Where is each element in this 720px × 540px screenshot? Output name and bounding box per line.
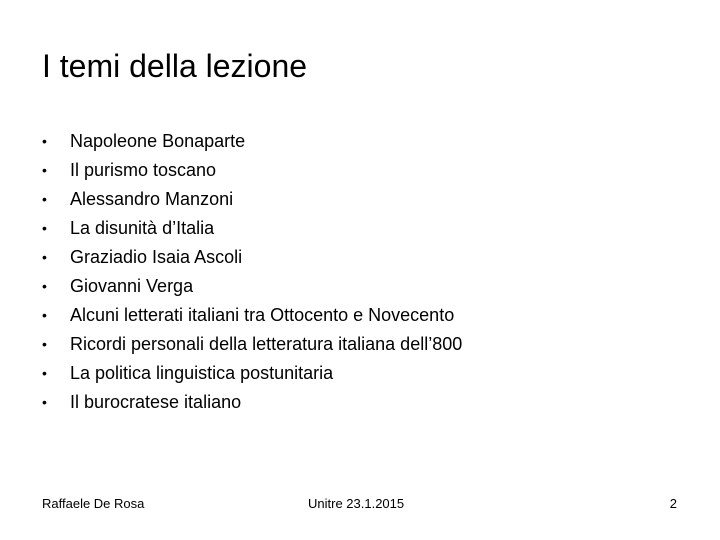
list-item — [42, 214, 462, 243]
list-item — [42, 272, 462, 301]
bullet-icon: • — [42, 220, 47, 236]
list-item-text: Graziadio Isaia Ascoli — [70, 247, 243, 267]
list-item — [42, 388, 462, 417]
slide-title: I temi della lezione — [42, 48, 308, 84]
bullet-icon: • — [42, 162, 47, 178]
list-item-text: Il burocratese italiano — [70, 392, 242, 412]
list-item — [42, 127, 462, 156]
bullet-icon: • — [42, 365, 47, 381]
list-item-text: La disunità d’Italia — [70, 218, 215, 238]
list-item — [42, 243, 462, 272]
footer-author: Raffaele De Rosa — [42, 496, 145, 511]
list-item-text: Ricordi personali della letteratura italiana dell’800 — [70, 334, 463, 354]
list-item — [42, 301, 462, 330]
list-item-text: La politica linguistica postunitaria — [70, 363, 334, 383]
list-item-text: Alessandro Manzoni — [70, 189, 234, 209]
list-item — [42, 156, 462, 185]
list-item — [42, 185, 462, 214]
list-item — [42, 359, 462, 388]
bullet-icon: • — [42, 278, 47, 294]
bullet-icon: • — [42, 307, 47, 323]
page-number: 2 — [669, 496, 677, 511]
bullet-icon: • — [42, 336, 47, 352]
list-item — [42, 330, 462, 359]
list-item-text: Napoleone Bonaparte — [70, 131, 246, 151]
bullet-icon: • — [42, 133, 47, 149]
list-item-text: Alcuni letterati italiani tra Ottocento e Novecento — [70, 305, 455, 325]
list-item-text: Il purismo toscano — [70, 160, 217, 180]
bullet-icon: • — [42, 191, 47, 207]
footer-event: Unitre 23.1.2015 — [308, 496, 405, 511]
bullet-icon: • — [42, 394, 47, 410]
list-item-text: Giovanni Verga — [70, 276, 194, 296]
bullet-icon: • — [42, 249, 47, 265]
topic-list — [42, 127, 462, 417]
